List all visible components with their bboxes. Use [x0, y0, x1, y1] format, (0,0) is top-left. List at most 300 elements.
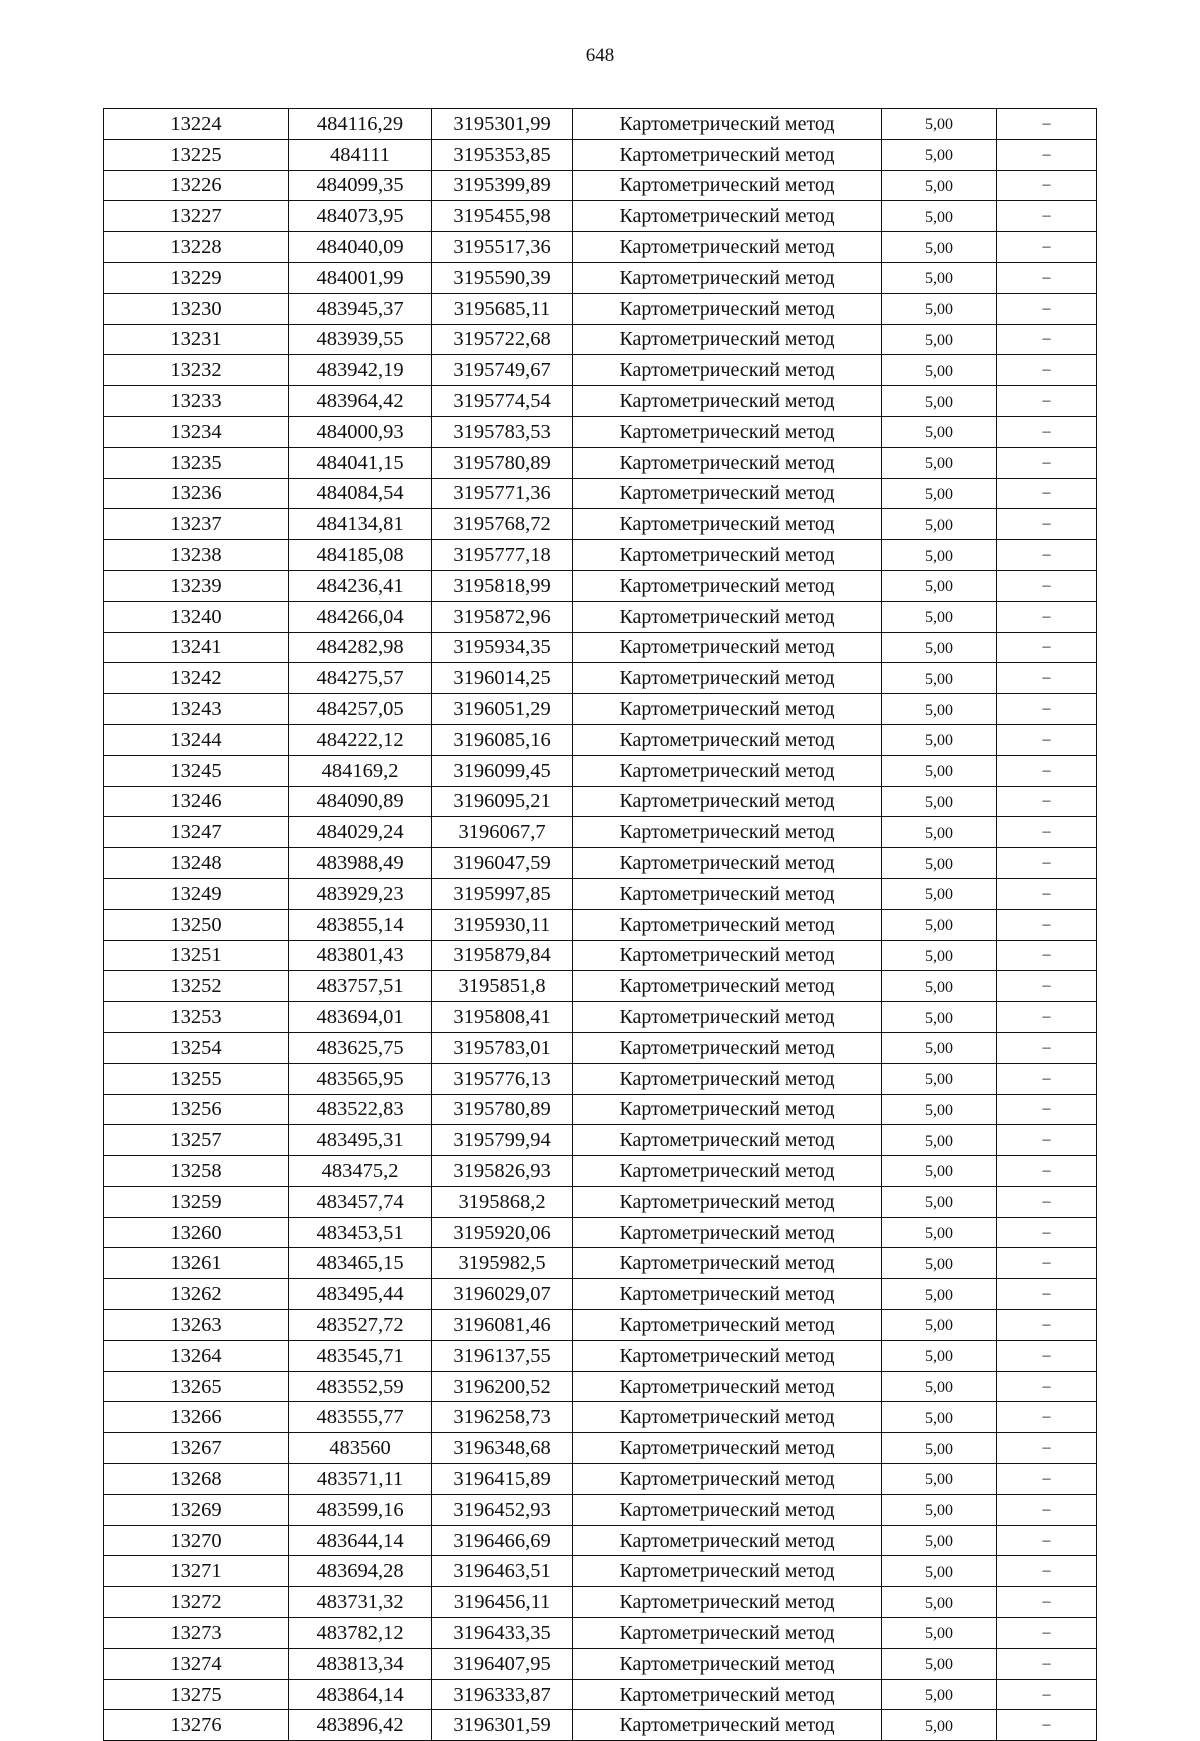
method-cell: Картометрический метод — [573, 1279, 882, 1310]
y-coordinate-cell: 3195934,35 — [432, 632, 573, 663]
dash-cell: – — [997, 971, 1097, 1002]
x-coordinate-cell: 483855,14 — [289, 909, 432, 940]
point-number-cell: 13259 — [104, 1186, 289, 1217]
dash-cell: – — [997, 1186, 1097, 1217]
y-coordinate-cell: 3195783,01 — [432, 1032, 573, 1063]
x-coordinate-cell: 483731,32 — [289, 1587, 432, 1618]
x-coordinate-cell: 483782,12 — [289, 1618, 432, 1649]
table-row — [104, 109, 1097, 140]
x-coordinate-cell: 484111 — [289, 139, 432, 170]
accuracy-cell: 5,00 — [882, 601, 997, 632]
y-coordinate-cell: 3196456,11 — [432, 1587, 573, 1618]
accuracy-cell: 5,00 — [882, 1310, 997, 1341]
accuracy-cell: 5,00 — [882, 324, 997, 355]
table-row — [104, 478, 1097, 509]
point-number-cell: 13232 — [104, 355, 289, 386]
accuracy-cell: 5,00 — [882, 1648, 997, 1679]
point-number-cell: 13254 — [104, 1032, 289, 1063]
y-coordinate-cell: 3195799,94 — [432, 1125, 573, 1156]
point-number-cell: 13245 — [104, 755, 289, 786]
accuracy-cell: 5,00 — [882, 170, 997, 201]
dash-cell: – — [997, 1587, 1097, 1618]
table-row — [104, 724, 1097, 755]
dash-cell: – — [997, 1156, 1097, 1187]
x-coordinate-cell: 483864,14 — [289, 1679, 432, 1710]
y-coordinate-cell: 3195997,85 — [432, 878, 573, 909]
point-number-cell: 13265 — [104, 1371, 289, 1402]
table-row — [104, 909, 1097, 940]
point-number-cell: 13239 — [104, 570, 289, 601]
accuracy-cell: 5,00 — [882, 478, 997, 509]
x-coordinate-cell: 483571,11 — [289, 1464, 432, 1495]
method-cell: Картометрический метод — [573, 1156, 882, 1187]
accuracy-cell: 5,00 — [882, 540, 997, 571]
point-number-cell: 13243 — [104, 694, 289, 725]
dash-cell: – — [997, 1279, 1097, 1310]
method-cell: Картометрический метод — [573, 1340, 882, 1371]
accuracy-cell: 5,00 — [882, 1279, 997, 1310]
x-coordinate-cell: 483527,72 — [289, 1310, 432, 1341]
table-row — [104, 755, 1097, 786]
y-coordinate-cell: 3195771,36 — [432, 478, 573, 509]
table-row — [104, 1371, 1097, 1402]
table-row — [104, 324, 1097, 355]
table-row — [104, 694, 1097, 725]
dash-cell: – — [997, 1402, 1097, 1433]
method-cell: Картометрический метод — [573, 447, 882, 478]
method-cell: Картометрический метод — [573, 293, 882, 324]
y-coordinate-cell: 3195455,98 — [432, 201, 573, 232]
point-number-cell: 13261 — [104, 1248, 289, 1279]
method-cell: Картометрический метод — [573, 1618, 882, 1649]
method-cell: Картометрический метод — [573, 817, 882, 848]
y-coordinate-cell: 3196095,21 — [432, 786, 573, 817]
dash-cell: – — [997, 724, 1097, 755]
method-cell: Картометрический метод — [573, 201, 882, 232]
x-coordinate-cell: 483988,49 — [289, 848, 432, 879]
method-cell: Картометрический метод — [573, 1094, 882, 1125]
accuracy-cell: 5,00 — [882, 1217, 997, 1248]
accuracy-cell: 5,00 — [882, 1186, 997, 1217]
x-coordinate-cell: 483565,95 — [289, 1063, 432, 1094]
method-cell: Картометрический метод — [573, 570, 882, 601]
method-cell: Картометрический метод — [573, 694, 882, 725]
table-row — [104, 1063, 1097, 1094]
y-coordinate-cell: 3195920,06 — [432, 1217, 573, 1248]
y-coordinate-cell: 3195590,39 — [432, 262, 573, 293]
accuracy-cell: 5,00 — [882, 355, 997, 386]
table-row — [104, 1002, 1097, 1033]
x-coordinate-cell: 483625,75 — [289, 1032, 432, 1063]
y-coordinate-cell: 3196466,69 — [432, 1525, 573, 1556]
y-coordinate-cell: 3196081,46 — [432, 1310, 573, 1341]
x-coordinate-cell: 483453,51 — [289, 1217, 432, 1248]
table-row — [104, 1525, 1097, 1556]
point-number-cell: 13267 — [104, 1433, 289, 1464]
x-coordinate-cell: 483694,28 — [289, 1556, 432, 1587]
accuracy-cell: 5,00 — [882, 848, 997, 879]
method-cell: Картометрический метод — [573, 1002, 882, 1033]
method-cell: Картометрический метод — [573, 109, 882, 140]
dash-cell: – — [997, 570, 1097, 601]
table-row — [104, 878, 1097, 909]
accuracy-cell: 5,00 — [882, 1371, 997, 1402]
accuracy-cell: 5,00 — [882, 570, 997, 601]
dash-cell: – — [997, 848, 1097, 879]
dash-cell: – — [997, 1433, 1097, 1464]
point-number-cell: 13230 — [104, 293, 289, 324]
point-number-cell: 13236 — [104, 478, 289, 509]
dash-cell: – — [997, 509, 1097, 540]
dash-cell: – — [997, 416, 1097, 447]
x-coordinate-cell: 484169,2 — [289, 755, 432, 786]
y-coordinate-cell: 3195749,67 — [432, 355, 573, 386]
x-coordinate-cell: 484282,98 — [289, 632, 432, 663]
y-coordinate-cell: 3196137,55 — [432, 1340, 573, 1371]
point-number-cell: 13244 — [104, 724, 289, 755]
x-coordinate-cell: 483929,23 — [289, 878, 432, 909]
x-coordinate-cell: 484185,08 — [289, 540, 432, 571]
page-number: 648 — [585, 45, 615, 66]
table-row — [104, 1186, 1097, 1217]
accuracy-cell: 5,00 — [882, 109, 997, 140]
point-number-cell: 13234 — [104, 416, 289, 447]
y-coordinate-cell: 3196433,35 — [432, 1618, 573, 1649]
method-cell: Картометрический метод — [573, 1587, 882, 1618]
y-coordinate-cell: 3195783,53 — [432, 416, 573, 447]
x-coordinate-cell: 483813,34 — [289, 1648, 432, 1679]
table-row — [104, 786, 1097, 817]
dash-cell: – — [997, 1648, 1097, 1679]
method-cell: Картометрический метод — [573, 355, 882, 386]
y-coordinate-cell: 3195776,13 — [432, 1063, 573, 1094]
point-number-cell: 13276 — [104, 1710, 289, 1741]
y-coordinate-cell: 3195982,5 — [432, 1248, 573, 1279]
x-coordinate-cell: 483694,01 — [289, 1002, 432, 1033]
point-number-cell: 13274 — [104, 1648, 289, 1679]
dash-cell: – — [997, 232, 1097, 263]
y-coordinate-cell: 3195930,11 — [432, 909, 573, 940]
y-coordinate-cell: 3196407,95 — [432, 1648, 573, 1679]
table-row — [104, 139, 1097, 170]
x-coordinate-cell: 483465,15 — [289, 1248, 432, 1279]
table-row — [104, 540, 1097, 571]
point-number-cell: 13224 — [104, 109, 289, 140]
dash-cell: – — [997, 293, 1097, 324]
dash-cell: – — [997, 817, 1097, 848]
y-coordinate-cell: 3196014,25 — [432, 663, 573, 694]
method-cell: Картометрический метод — [573, 1556, 882, 1587]
point-number-cell: 13270 — [104, 1525, 289, 1556]
y-coordinate-cell: 3195722,68 — [432, 324, 573, 355]
dash-cell: – — [997, 1063, 1097, 1094]
dash-cell: – — [997, 447, 1097, 478]
y-coordinate-cell: 3196067,7 — [432, 817, 573, 848]
accuracy-cell: 5,00 — [882, 386, 997, 417]
method-cell: Картометрический метод — [573, 940, 882, 971]
y-coordinate-cell: 3196258,73 — [432, 1402, 573, 1433]
y-coordinate-cell: 3195685,11 — [432, 293, 573, 324]
method-cell: Картометрический метод — [573, 1371, 882, 1402]
method-cell: Картометрический метод — [573, 663, 882, 694]
x-coordinate-cell: 483896,42 — [289, 1710, 432, 1741]
accuracy-cell: 5,00 — [882, 1063, 997, 1094]
point-number-cell: 13258 — [104, 1156, 289, 1187]
dash-cell: – — [997, 478, 1097, 509]
dash-cell: – — [997, 694, 1097, 725]
accuracy-cell: 5,00 — [882, 1002, 997, 1033]
x-coordinate-cell: 483457,74 — [289, 1186, 432, 1217]
y-coordinate-cell: 3195517,36 — [432, 232, 573, 263]
x-coordinate-cell: 484257,05 — [289, 694, 432, 725]
table-row — [104, 1679, 1097, 1710]
x-coordinate-cell: 483964,42 — [289, 386, 432, 417]
dash-cell: – — [997, 909, 1097, 940]
y-coordinate-cell: 3196452,93 — [432, 1494, 573, 1525]
method-cell: Картометрический метод — [573, 909, 882, 940]
method-cell: Картометрический метод — [573, 1032, 882, 1063]
x-coordinate-cell: 483757,51 — [289, 971, 432, 1002]
dash-cell: – — [997, 1710, 1097, 1741]
table-row — [104, 1279, 1097, 1310]
point-number-cell: 13272 — [104, 1587, 289, 1618]
dash-cell: – — [997, 1217, 1097, 1248]
accuracy-cell: 5,00 — [882, 1525, 997, 1556]
x-coordinate-cell: 484073,95 — [289, 201, 432, 232]
table-row — [104, 817, 1097, 848]
table-row — [104, 971, 1097, 1002]
x-coordinate-cell: 484090,89 — [289, 786, 432, 817]
accuracy-cell: 5,00 — [882, 1710, 997, 1741]
dash-cell: – — [997, 663, 1097, 694]
method-cell: Картометрический метод — [573, 232, 882, 263]
accuracy-cell: 5,00 — [882, 632, 997, 663]
point-number-cell: 13240 — [104, 601, 289, 632]
method-cell: Картометрический метод — [573, 1464, 882, 1495]
point-number-cell: 13252 — [104, 971, 289, 1002]
x-coordinate-cell: 483495,31 — [289, 1125, 432, 1156]
method-cell: Картометрический метод — [573, 1648, 882, 1679]
method-cell: Картометрический метод — [573, 139, 882, 170]
accuracy-cell: 5,00 — [882, 1433, 997, 1464]
point-number-cell: 13238 — [104, 540, 289, 571]
point-number-cell: 13227 — [104, 201, 289, 232]
dash-cell: – — [997, 1340, 1097, 1371]
accuracy-cell: 5,00 — [882, 139, 997, 170]
x-coordinate-cell: 484134,81 — [289, 509, 432, 540]
accuracy-cell: 5,00 — [882, 971, 997, 1002]
dash-cell: – — [997, 632, 1097, 663]
table-row — [104, 1433, 1097, 1464]
accuracy-cell: 5,00 — [882, 940, 997, 971]
point-number-cell: 13266 — [104, 1402, 289, 1433]
dash-cell: – — [997, 755, 1097, 786]
accuracy-cell: 5,00 — [882, 663, 997, 694]
table-row — [104, 1464, 1097, 1495]
table-row — [104, 416, 1097, 447]
accuracy-cell: 5,00 — [882, 447, 997, 478]
point-number-cell: 13251 — [104, 940, 289, 971]
point-number-cell: 13225 — [104, 139, 289, 170]
x-coordinate-cell: 483495,44 — [289, 1279, 432, 1310]
method-cell: Картометрический метод — [573, 1525, 882, 1556]
method-cell: Картометрический метод — [573, 1063, 882, 1094]
accuracy-cell: 5,00 — [882, 755, 997, 786]
method-cell: Картометрический метод — [573, 786, 882, 817]
accuracy-cell: 5,00 — [882, 1618, 997, 1649]
dash-cell: – — [997, 1679, 1097, 1710]
point-number-cell: 13257 — [104, 1125, 289, 1156]
table-row — [104, 1156, 1097, 1187]
x-coordinate-cell: 483801,43 — [289, 940, 432, 971]
table-row — [104, 940, 1097, 971]
accuracy-cell: 5,00 — [882, 1032, 997, 1063]
point-number-cell: 13241 — [104, 632, 289, 663]
x-coordinate-cell: 484001,99 — [289, 262, 432, 293]
dash-cell: – — [997, 324, 1097, 355]
point-number-cell: 13226 — [104, 170, 289, 201]
coordinates-table — [103, 108, 1097, 1741]
accuracy-cell: 5,00 — [882, 1587, 997, 1618]
method-cell: Картометрический метод — [573, 1217, 882, 1248]
table-row — [104, 1248, 1097, 1279]
point-number-cell: 13253 — [104, 1002, 289, 1033]
table-row — [104, 570, 1097, 601]
x-coordinate-cell: 484040,09 — [289, 232, 432, 263]
y-coordinate-cell: 3196051,29 — [432, 694, 573, 725]
method-cell: Картометрический метод — [573, 509, 882, 540]
accuracy-cell: 5,00 — [882, 1556, 997, 1587]
y-coordinate-cell: 3195879,84 — [432, 940, 573, 971]
method-cell: Картометрический метод — [573, 848, 882, 879]
method-cell: Картометрический метод — [573, 1433, 882, 1464]
point-number-cell: 13228 — [104, 232, 289, 263]
dash-cell: – — [997, 355, 1097, 386]
x-coordinate-cell: 483599,16 — [289, 1494, 432, 1525]
table-row — [104, 170, 1097, 201]
accuracy-cell: 5,00 — [882, 878, 997, 909]
x-coordinate-cell: 483545,71 — [289, 1340, 432, 1371]
point-number-cell: 13275 — [104, 1679, 289, 1710]
y-coordinate-cell: 3195818,99 — [432, 570, 573, 601]
y-coordinate-cell: 3195780,89 — [432, 447, 573, 478]
method-cell: Картометрический метод — [573, 971, 882, 1002]
y-coordinate-cell: 3195851,8 — [432, 971, 573, 1002]
method-cell: Картометрический метод — [573, 1679, 882, 1710]
point-number-cell: 13231 — [104, 324, 289, 355]
x-coordinate-cell: 483560 — [289, 1433, 432, 1464]
table-row — [104, 1094, 1097, 1125]
dash-cell: – — [997, 1525, 1097, 1556]
dash-cell: – — [997, 1464, 1097, 1495]
method-cell: Картометрический метод — [573, 1125, 882, 1156]
y-coordinate-cell: 3196085,16 — [432, 724, 573, 755]
x-coordinate-cell: 484222,12 — [289, 724, 432, 755]
table-row — [104, 1587, 1097, 1618]
dash-cell: – — [997, 1556, 1097, 1587]
point-number-cell: 13260 — [104, 1217, 289, 1248]
point-number-cell: 13242 — [104, 663, 289, 694]
method-cell: Картометрический метод — [573, 170, 882, 201]
method-cell: Картометрический метод — [573, 324, 882, 355]
point-number-cell: 13248 — [104, 848, 289, 879]
y-coordinate-cell: 3196301,59 — [432, 1710, 573, 1741]
table-row — [104, 663, 1097, 694]
accuracy-cell: 5,00 — [882, 1156, 997, 1187]
method-cell: Картометрический метод — [573, 478, 882, 509]
accuracy-cell: 5,00 — [882, 909, 997, 940]
y-coordinate-cell: 3196029,07 — [432, 1279, 573, 1310]
accuracy-cell: 5,00 — [882, 416, 997, 447]
y-coordinate-cell: 3195399,89 — [432, 170, 573, 201]
coordinates-table-body — [104, 109, 1097, 1741]
x-coordinate-cell: 484041,15 — [289, 447, 432, 478]
x-coordinate-cell: 484116,29 — [289, 109, 432, 140]
x-coordinate-cell: 483552,59 — [289, 1371, 432, 1402]
method-cell: Картометрический метод — [573, 878, 882, 909]
x-coordinate-cell: 484236,41 — [289, 570, 432, 601]
y-coordinate-cell: 3196348,68 — [432, 1433, 573, 1464]
point-number-cell: 13263 — [104, 1310, 289, 1341]
table-row — [104, 201, 1097, 232]
x-coordinate-cell: 483644,14 — [289, 1525, 432, 1556]
table-row — [104, 355, 1097, 386]
dash-cell: – — [997, 262, 1097, 293]
point-number-cell: 13237 — [104, 509, 289, 540]
x-coordinate-cell: 483945,37 — [289, 293, 432, 324]
accuracy-cell: 5,00 — [882, 786, 997, 817]
y-coordinate-cell: 3195768,72 — [432, 509, 573, 540]
dash-cell: – — [997, 170, 1097, 201]
method-cell: Картометрический метод — [573, 601, 882, 632]
y-coordinate-cell: 3195872,96 — [432, 601, 573, 632]
accuracy-cell: 5,00 — [882, 293, 997, 324]
y-coordinate-cell: 3196333,87 — [432, 1679, 573, 1710]
dash-cell: – — [997, 878, 1097, 909]
accuracy-cell: 5,00 — [882, 1464, 997, 1495]
accuracy-cell: 5,00 — [882, 1402, 997, 1433]
method-cell: Картометрический метод — [573, 755, 882, 786]
method-cell: Картометрический метод — [573, 1710, 882, 1741]
y-coordinate-cell: 3196463,51 — [432, 1556, 573, 1587]
dash-cell: – — [997, 1125, 1097, 1156]
y-coordinate-cell: 3195777,18 — [432, 540, 573, 571]
x-coordinate-cell: 484000,93 — [289, 416, 432, 447]
method-cell: Картометрический метод — [573, 540, 882, 571]
dash-cell: – — [997, 1494, 1097, 1525]
point-number-cell: 13247 — [104, 817, 289, 848]
table-row — [104, 601, 1097, 632]
dash-cell: – — [997, 1248, 1097, 1279]
point-number-cell: 13235 — [104, 447, 289, 478]
y-coordinate-cell: 3196200,52 — [432, 1371, 573, 1402]
point-number-cell: 13273 — [104, 1618, 289, 1649]
dash-cell: – — [997, 1310, 1097, 1341]
dash-cell: – — [997, 1371, 1097, 1402]
dash-cell: – — [997, 540, 1097, 571]
method-cell: Картометрический метод — [573, 262, 882, 293]
method-cell: Картометрический метод — [573, 386, 882, 417]
x-coordinate-cell: 484266,04 — [289, 601, 432, 632]
table-row — [104, 1494, 1097, 1525]
x-coordinate-cell: 483939,55 — [289, 324, 432, 355]
table-row — [104, 848, 1097, 879]
table-row — [104, 1618, 1097, 1649]
x-coordinate-cell: 483522,83 — [289, 1094, 432, 1125]
point-number-cell: 13250 — [104, 909, 289, 940]
method-cell: Картометрический метод — [573, 1494, 882, 1525]
dash-cell: – — [997, 601, 1097, 632]
